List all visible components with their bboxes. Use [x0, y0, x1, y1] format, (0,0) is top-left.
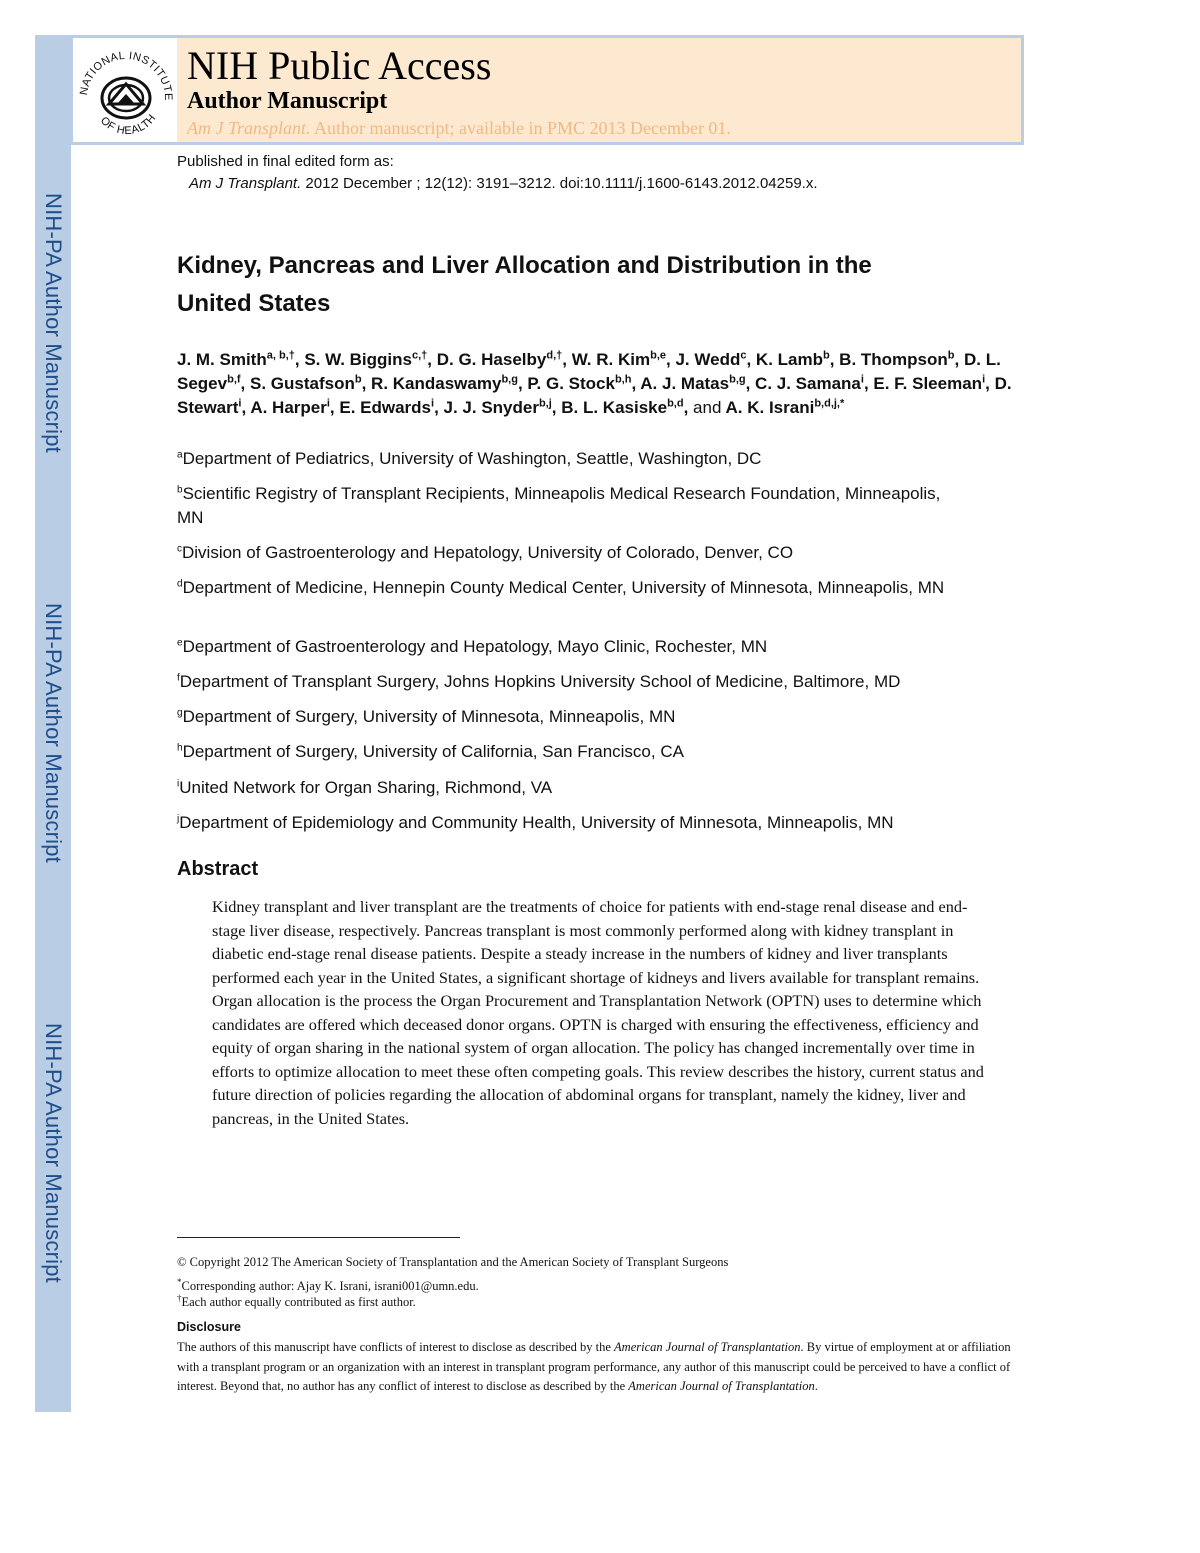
- affiliation-mark: j: [177, 813, 180, 825]
- author-affiliation-marks: a, b,†: [266, 349, 295, 362]
- affiliation-text: United Network for Organ Sharing, Richmond, VA: [179, 778, 553, 797]
- affiliation-text: Division of Gastroenterology and Hepatology, University of Colorado, Denver, CO: [182, 543, 794, 562]
- affiliation-text: Department of Transplant Surgery, Johns Hopkins University School of Medicine, Baltimore, MD: [179, 672, 901, 691]
- author-name: S. Gustafson$^b$: [250, 373, 362, 393]
- author-affiliation-marks: b,d: [667, 397, 684, 410]
- author-affiliation-marks: b,e: [650, 349, 667, 362]
- author-affiliation-marks: i: [238, 397, 242, 410]
- author-affiliation-marks: i: [860, 373, 864, 386]
- affiliation-text: Department of Pediatrics, University of Washington, Seattle, Washington, DC: [182, 449, 762, 468]
- author-name: A. K. Israni$^{b,d,j,*}$: [725, 397, 845, 417]
- author-name: B. Thompson$^b$: [839, 349, 955, 369]
- disclosure-heading: Disclosure: [177, 1320, 241, 1334]
- author-name: D. L. Segev$^{b,f}$: [177, 350, 1001, 393]
- published-label: Published in final edited form as:: [177, 153, 394, 170]
- copyright-note: © Copyright 2012 The American Society of Transplantation and the American Society of Transplant Surgeons: [177, 1255, 729, 1269]
- citation: Am J Transplant. 2012 December ; 12(12): 3191–3212. doi:10.1111/j.1600-6143.2012.04259.x.: [189, 175, 818, 192]
- author-name: D. G. Haselby$^{d,\dagger}$: [436, 349, 563, 369]
- author-affiliation-marks: b,f: [227, 373, 241, 386]
- affiliation-mark: h: [177, 742, 183, 754]
- author-name: D. Stewart$^i$: [177, 374, 1012, 417]
- author-affiliation-marks: i: [326, 397, 330, 410]
- author-affiliation-marks: b: [354, 373, 362, 386]
- affiliation-item: [177, 482, 957, 530]
- article-title: Kidney, Pancreas and Liver Allocation and Distribution in the United States: [177, 252, 872, 317]
- author-name: W. R. Kim$^{b,e}$: [571, 349, 667, 369]
- disclosure-text: The authors of this manuscript have conflicts of interest to disclose as described by the American Journal of Transplantation. By virtue of employment at or affiliation with a transplant program or an organization with an interest in transplant program performance, any author of this manuscript could be perceived to have a conflict of interest. Beyond that, no author has any conflict of interest to disclose as described by the American Journal of Transplantation.: [177, 1340, 1011, 1393]
- author-and: and: [693, 398, 722, 417]
- svg-text:OF HEALTH: OF HEALTH: [97, 112, 159, 138]
- author-affiliation-marks: b,d,j,*: [814, 397, 845, 410]
- affiliation-item: [177, 635, 1037, 659]
- author-name: C. J. Samana$^i$: [755, 373, 864, 393]
- affiliation-mark: i: [177, 778, 180, 790]
- corresponding-author-note: *Corresponding author: Ajay K. Israni, israni001@umn.edu.: [177, 1276, 479, 1293]
- author-name: P. G. Stock$^{b,h}$: [527, 373, 632, 393]
- affiliation-item: [177, 670, 1037, 694]
- publication-info: [177, 153, 818, 192]
- affiliation-item: [177, 811, 1037, 835]
- affiliation-mark: c: [177, 543, 182, 555]
- author-affiliation-marks: c: [740, 349, 747, 362]
- affiliation-item: [177, 576, 957, 600]
- availability-line: Am J Transplant. Author manuscript; available in PMC 2013 December 01.: [187, 118, 731, 138]
- header-title-area: [177, 38, 1021, 142]
- author-name: J. Wedd$^c$: [675, 349, 747, 369]
- affiliation-item: [177, 705, 1037, 729]
- affiliation-mark: d: [177, 578, 183, 590]
- author-affiliation-marks: b: [947, 349, 955, 362]
- author-name: J. J. Snyder$^{b,j}$: [443, 397, 552, 417]
- affiliation-text: Department of Gastroenterology and Hepatology, Mayo Clinic, Rochester, MN: [182, 637, 768, 656]
- author-name: J. M. Smith$^{a, b,\dagger}$: [177, 349, 295, 369]
- affiliation-text: Department of Surgery, University of Minnesota, Minneapolis, MN: [182, 707, 676, 726]
- nih-public-access-title: NIH Public Access: [187, 43, 492, 88]
- nih-logo-icon: [73, 38, 177, 142]
- author-affiliation-marks: i: [982, 373, 986, 386]
- author-name: A. Harper$^i$: [250, 397, 330, 417]
- author-manuscript-label: Author Manuscript: [187, 88, 388, 114]
- affiliation-mark: b: [177, 484, 183, 496]
- author-name: A. J. Matas$^{b,g}$: [640, 373, 746, 393]
- affiliation-mark: e: [177, 637, 183, 649]
- affiliation-item: [177, 740, 1037, 764]
- affiliation-text: Department of Surgery, University of California, San Francisco, CA: [182, 742, 684, 761]
- author-list: J. M. Smith$^{a, b,\dagger}$, S. W. Biggins$^{c,\dagger}$, D. G. Haselby$^{d,\dagger}$, W. R. Kim$^{b,e}$, J. Wedd$^c$, K. Lamb$^b$, B. Thompson$^b$, D. L. Segev$^{b,f}$, S. Gustafson$^b$, R. Kandaswamy$^{b,g}$, P. G. Stock$^{b,h}$, A. J. Matas$^{b,g}$, C. J. Samana$^i$, E. F. Sleeman$^i$, D. Stewart$^i$, A. Harper$^i$, E. Edwards$^i$, J. J. Snyder$^{b,j}$, B. L. Kasiske$^{b,d}$, and A. K. Israni$^{b,d,j,*}$: [177, 349, 1012, 417]
- nih-logo: [73, 38, 177, 142]
- author-affiliation-marks: c,†: [411, 349, 428, 362]
- author-affiliation-marks: b,h: [614, 373, 632, 386]
- author-name: E. Edwards$^i$: [339, 397, 435, 417]
- author-affiliation-marks: b,g: [501, 373, 518, 386]
- affiliation-item: [177, 447, 1037, 471]
- equal-contribution-note: †Each author equally contributed as first author.: [177, 1292, 416, 1309]
- author-affiliation-marks: b,g: [729, 373, 746, 386]
- affiliation-mark: f: [177, 672, 180, 684]
- author-affiliation-marks: d,†: [546, 349, 563, 362]
- nih-header: [70, 35, 1024, 145]
- author-name: S. W. Biggins$^{c,\dagger}$: [304, 349, 428, 369]
- author-name: R. Kandaswamy$^{b,g}$: [371, 373, 518, 393]
- affiliation-mark: g: [177, 707, 183, 719]
- affiliation-item: [177, 541, 1037, 565]
- affiliation-item: [177, 776, 1037, 800]
- author-name: B. L. Kasiske$^{b,d}$: [561, 397, 684, 417]
- affiliation-text: Scientific Registry of Transplant Recipients, Minneapolis Medical Research Foundation, Minneapolis, MN: [177, 484, 941, 527]
- affiliation-mark: a: [177, 449, 183, 461]
- abstract-heading: Abstract: [177, 858, 259, 880]
- footnote-rule: [177, 1237, 460, 1238]
- author-name: E. F. Sleeman$^i$: [873, 373, 986, 393]
- author-affiliation-marks: b,j: [538, 397, 552, 410]
- author-affiliation-marks: b: [822, 349, 830, 362]
- affiliation-text: Department of Medicine, Hennepin County Medical Center, University of Minnesota, Minneapolis, MN: [182, 578, 945, 597]
- author-name: K. Lamb$^b$: [755, 349, 830, 369]
- affiliation-text: Department of Epidemiology and Community Health, University of Minnesota, Minneapolis, MN: [179, 813, 894, 832]
- author-affiliation-marks: i: [431, 397, 435, 410]
- abstract-text: Kidney transplant and liver transplant are the treatments of choice for patients with end-stage renal disease and end-stage liver disease, respectively. Pancreas transplant is most commonly performed along with kidney transplant in diabetic end-stage renal disease patients. Despite a steady increase in the numbers of kidney and liver transplants performed each year in the United States, a significant shortage of kidneys and livers available for transplant remains. Organ allocation is the process the Organ Procurement and Transplantation Network (OPTN) uses to determine which candidates are offered which deceased donor organs. OPTN is charged with ensuring the effectiveness, efficiency and equity of organ sharing in the national system of organ allocation. The policy has changed incrementally over time in efforts to optimize allocation to meet these often competing goals. This review describes the history, current status and future direction of policies regarding the allocation of abdominal organs for transplant, namely the kidney, liver and pancreas, in the United States.: [212, 897, 984, 1128]
- svg-text:NATIONAL INSTITUTES: NATIONAL INSTITUTE: [77, 49, 175, 102]
